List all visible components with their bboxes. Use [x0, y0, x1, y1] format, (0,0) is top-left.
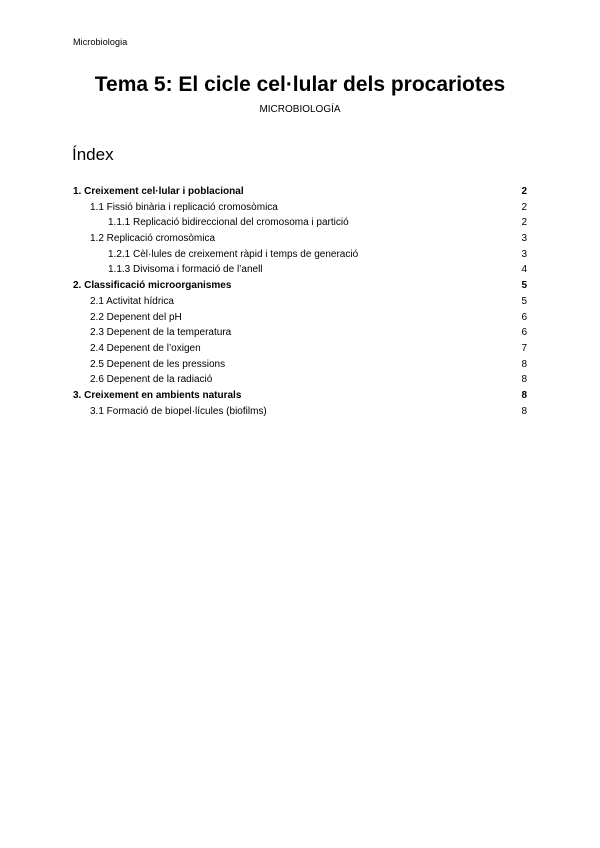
- toc-entry[interactable]: [73, 310, 527, 326]
- toc-entry[interactable]: [73, 357, 527, 373]
- toc-entry[interactable]: [73, 341, 527, 357]
- toc-entry-label[interactable]: 2.6 Depenent de la radiació: [90, 374, 213, 386]
- toc-entry[interactable]: [73, 388, 527, 404]
- toc-entry-page-number: 2: [521, 186, 527, 197]
- toc-entry-label[interactable]: 2.5 Depenent de les pressions: [90, 358, 226, 370]
- toc-entry[interactable]: [73, 200, 527, 216]
- toc-entry-label[interactable]: 2.2 Depenent del pH: [90, 311, 182, 323]
- toc-heading: Índex: [72, 145, 114, 164]
- toc-entry-label[interactable]: 2.3 Depenent de la temperatura: [90, 327, 232, 339]
- toc-entry-page-number: 3: [521, 233, 527, 245]
- toc-entry[interactable]: [73, 247, 527, 263]
- toc-entry-page-number: 3: [521, 248, 527, 260]
- toc-entry[interactable]: [73, 278, 527, 294]
- toc-entry-page-number: 5: [521, 280, 527, 292]
- toc-entry-label[interactable]: 1.1 Fissió binària i replicació cromosòmica: [90, 201, 278, 213]
- toc-entry[interactable]: [73, 372, 527, 388]
- toc-entry[interactable]: [73, 231, 527, 247]
- toc-entry-page-number: 4: [521, 264, 527, 276]
- toc-entry-page-number: 8: [521, 389, 527, 401]
- toc-entry[interactable]: [73, 262, 527, 278]
- toc-entry-page-number: 8: [521, 374, 527, 386]
- toc-entry[interactable]: [73, 404, 527, 420]
- toc-entry-label[interactable]: 3.1 Formació de biopel·lícules (biofilms): [90, 405, 267, 417]
- table-of-contents: [73, 184, 527, 419]
- toc-entry-label[interactable]: 1.2.1 Cèl·lules de creixement ràpid i temps de generació: [108, 248, 359, 260]
- toc-entry-label[interactable]: 1. Creixement cel·lular i poblacional: [73, 186, 244, 197]
- toc-entry-page-number: 8: [521, 405, 527, 417]
- toc-entry[interactable]: [73, 184, 527, 200]
- document-title: Tema 5: El cicle cel·lular dels procariotes: [94, 73, 506, 96]
- toc-entry-page-number: 2: [521, 217, 527, 229]
- toc-entry-label[interactable]: 2. Classificació microorganismes: [73, 280, 232, 292]
- toc-entry[interactable]: [73, 325, 527, 341]
- toc-entry-page-number: 2: [521, 201, 527, 213]
- document-subtitle: MICROBIOLOGÍA: [259, 104, 341, 115]
- toc-entry-label[interactable]: 1.2 Replicació cromosòmica: [90, 233, 216, 245]
- toc-entry-page-number: 6: [521, 311, 527, 323]
- toc-entry-page-number: 8: [521, 358, 527, 370]
- toc-entry-page-number: 6: [521, 327, 527, 339]
- toc-entry-page-number: 5: [521, 295, 527, 307]
- toc-entry[interactable]: [73, 215, 527, 231]
- toc-entry-label[interactable]: 1.1.1 Replicació bidireccional del cromosoma i partició: [108, 217, 349, 229]
- toc-entry-page-number: 7: [521, 342, 527, 354]
- page-header: Microbiologia: [73, 37, 128, 47]
- toc-entry-label[interactable]: 2.1 Activitat hídrica: [90, 295, 174, 307]
- toc-entry-label[interactable]: 2.4 Depenent de l’oxigen: [90, 342, 201, 354]
- toc-entry[interactable]: [73, 294, 527, 310]
- toc-entry-label[interactable]: 3. Creixement en ambients naturals: [73, 389, 242, 401]
- toc-entry-label[interactable]: 1.1.3 Divisoma i formació de l’anell: [108, 264, 263, 276]
